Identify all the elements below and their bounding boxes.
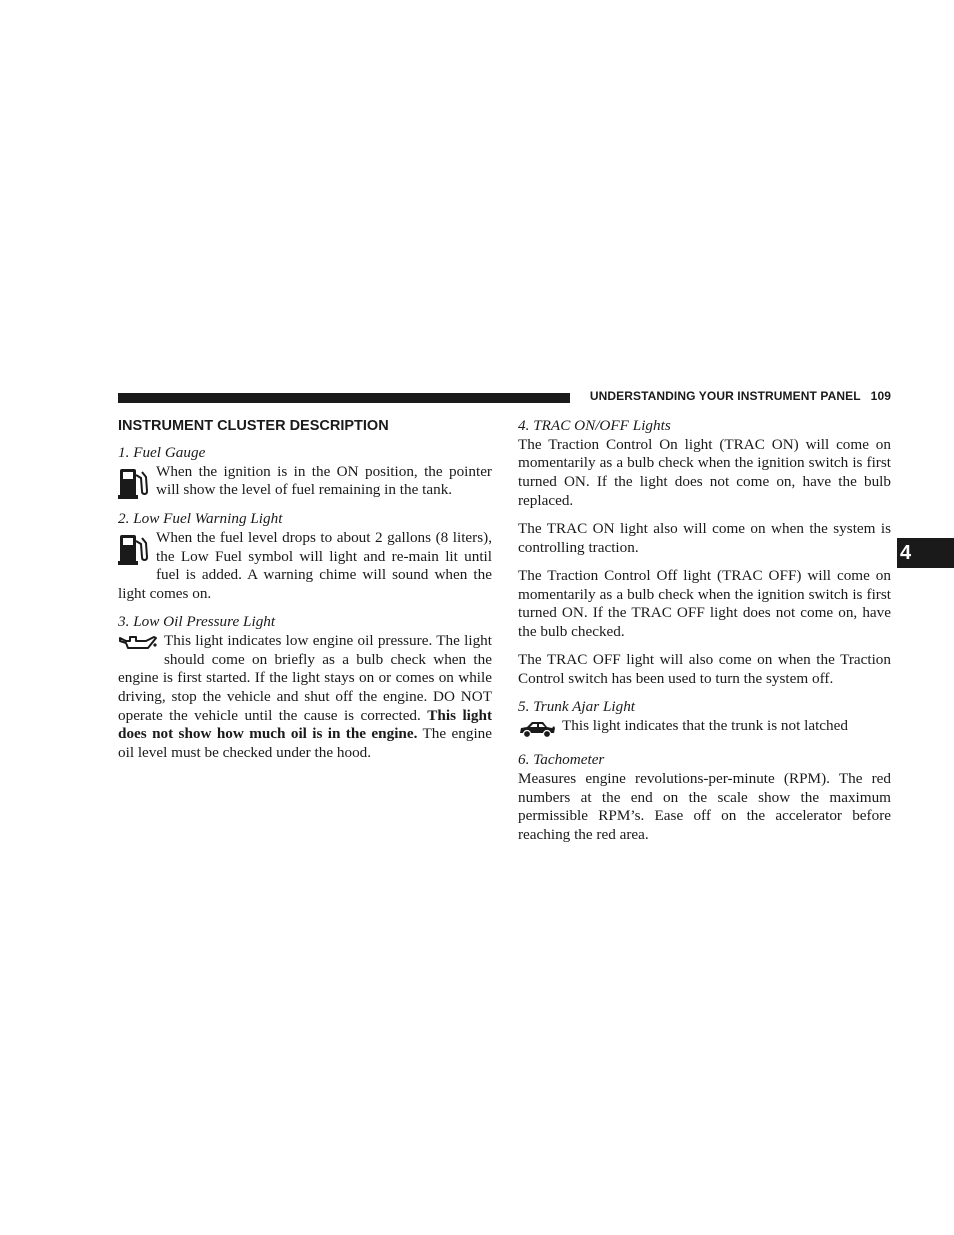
trac-title: 4. TRAC ON/OFF Lights [518,417,671,434]
oil-pressure-title: 3. Low Oil Pressure Light [118,613,276,631]
oil-pressure-paragraph [118,632,492,763]
low-fuel-title: 2. Low Fuel Warning Light [118,510,283,528]
oil-can-icon [118,633,158,651]
tachometer-text: Measures engine revolutions-per-minute (RPM). The red numbers at the end on the scale show the maximum permissible RPM’s. Ease off on the accelerator before reaching the red area. [518,770,891,844]
page-number: 109 [870,389,891,403]
running-header [579,389,891,403]
low-fuel-text: When the fuel level drops to about 2 gallons (8 liters), the Low Fuel symbol will light and re-main lit until fuel is added. A warning chime will sound when the light comes on. [118,528,492,603]
trac-paragraph-1: The Traction Control On light (TRAC ON) will come on momentarily as a bulb check when the ignition switch is first turned ON. If the light does not come on, have the bulb replaced. [518,435,891,509]
fuel-gauge-title: 1. Fuel Gauge [118,444,206,461]
chapter-tab: 4 [897,538,954,568]
fuel-pump-icon [118,531,148,565]
fuel-gauge-text: When the ignition is in the ON position, the pointer will show the level of fuel remaining in the tank. [156,462,492,499]
car-trunk-icon [518,718,556,740]
oil-pressure-warning: This light does not show how much oil is in the engine. [118,706,492,743]
fuel-gauge-paragraph [118,463,492,501]
low-fuel-paragraph [118,529,492,604]
header-title: UNDERSTANDING YOUR INSTRUMENT PANEL [589,389,861,403]
trunk-ajar-paragraph [518,717,891,742]
fuel-pump-icon [118,465,148,499]
oil-pressure-text-b: The engine oil level must be checked under the hood. [118,725,492,762]
oil-pressure-text-a: This light indicates low engine oil pressure. The light should come on briefly as a bulb check when the engine is first started. If the light stays on or comes on while driving, stop the vehicle and shut off the engine. DO NOT operate the vehicle until the cause is corrected. [118,631,492,724]
tachometer-title: 6. Tachometer [518,751,605,769]
trac-paragraph-2: The TRAC ON light also will come on when the system is controlling traction. [518,520,891,556]
trunk-ajar-text: This light indicates that the trunk is not latched [562,716,848,734]
left-column [118,417,492,763]
trunk-ajar-title: 5. Trunk Ajar Light [518,698,636,716]
right-column [518,417,891,845]
trac-paragraph-4: The TRAC OFF light will also come on when the Traction Control switch has been used to turn the system off. [518,651,891,687]
oil-pressure-text [118,632,492,763]
trac-paragraph-3: The Traction Control Off light (TRAC OFF) will come on momentarily as a bulb check when the ignition switch is first turned ON. If the TRAC OFF light does not come on, have the bulb checked. [518,566,891,641]
header-bar [118,393,570,403]
section-title: INSTRUMENT CLUSTER DESCRIPTION [118,418,389,434]
